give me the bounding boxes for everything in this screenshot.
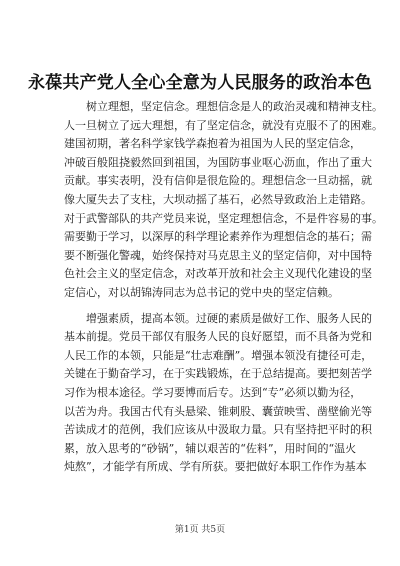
text-line: 树立理想，坚定信念。理想信念是人的政治灵魂和精神支柱。 [86,100,383,113]
text-line: 累，放入思考的“砂锅”，辅以艰苦的“佐料”，用时间的“温火 [64,441,357,455]
document-title: 永葆共产党人全心全意为人民服务的政治本色 [28,73,372,93]
text-line: 以苦为舟。我国古代有头悬梁、锥刺股、囊萤映雪、凿壁偷光等 [64,404,372,418]
paragraph-spacer [64,303,350,310]
paragraph-2 [64,310,373,477]
page-number: 第1页 共5页 [174,525,226,535]
text-line: 像大厦失去了支柱，大坝动摇了基石，必然导致政治上走错路。 [64,192,372,206]
text-line: 人民工作的本领，只能是“壮志难酬”。增强本领没有捷径可走， [64,348,373,362]
text-line: 色社会主义的坚定信念，对改革开放和社会主义现代化建设的坚 [64,267,372,281]
text-line: 贡献。事实表明，没有信仰是很危险的。理想信念一旦动摇，就 [64,174,372,188]
text-line: 需要勤于学习，以深厚的科学理论素养作为理想信念的基石；需 [64,230,372,244]
text-line: 习作为根本途径。学习要博而后专。达到“专”必须以勤为径， [64,385,362,399]
document-body [64,98,383,477]
paragraph-1 [64,98,383,303]
text-line: 人一旦树立了远大理想，有了坚定信念，就没有克服不了的困难。 [64,118,383,132]
text-line: 增强素质，提高本领。过硬的素质是做好工作、服务人民的 [86,311,372,325]
text-line: 对于武警部队的共产党员来说，坚定理想信念，不是件容易的事。 [64,211,383,225]
text-line: 冲破百般阻挠毅然回到祖国，为国防事业呕心沥血，作出了重大 [64,155,372,169]
text-line: 建国初期，著名科学家钱学森抱着为祖国为人民的坚定信念， [64,137,361,151]
text-line: 基本前提。党员干部仅有服务人民的良好愿望，而不具备为党和 [64,330,372,344]
text-line: 定信心，对以胡锦涛同志为总书记的党中央的坚定信赖。 [64,285,339,299]
text-line: 要不断强化警魂，始终保持对马克思主义的坚定信仰，对中国特 [64,248,372,262]
text-line: 苦读成才的范例，我们应该从中汲取力量。只有坚持把平时的积 [64,423,372,437]
text-line: 关键在于勤奋学习，在于实践锻炼，在于总结提高。要把刻苦学 [64,367,372,381]
text-line: 炖熬”，才能学有所成、学有所获。要把做好本职工作作为基本 [64,460,367,474]
